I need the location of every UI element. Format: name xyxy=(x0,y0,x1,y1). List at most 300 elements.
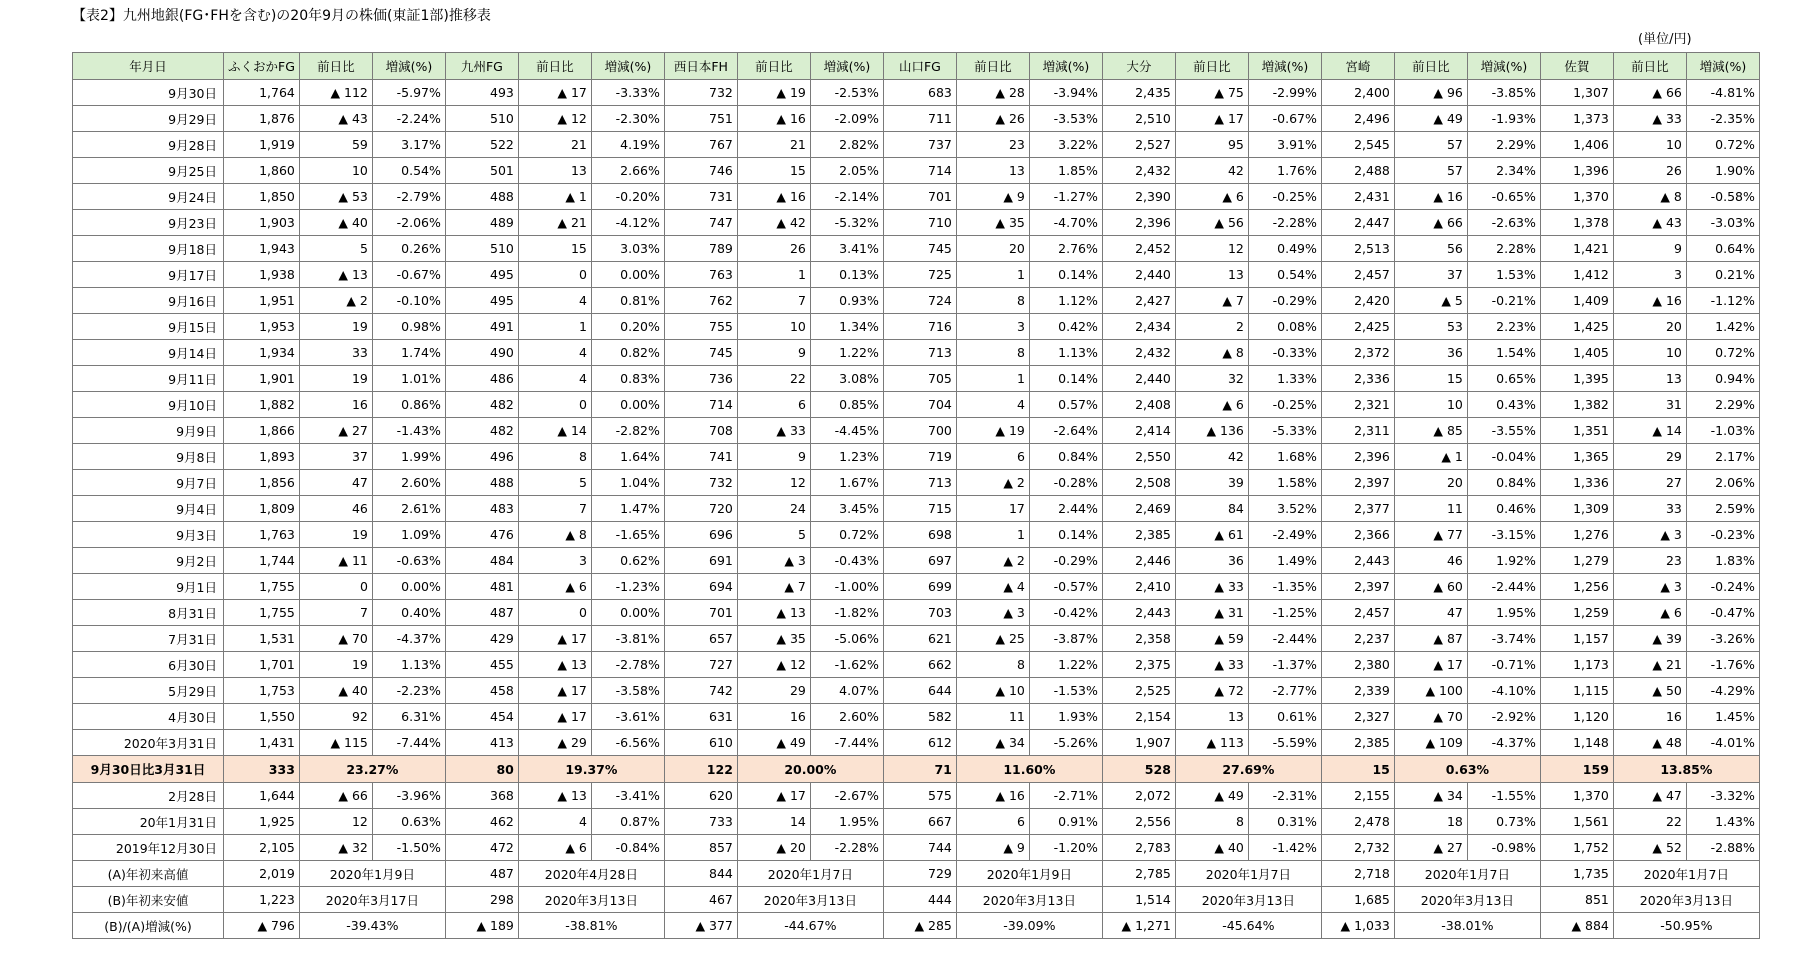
value-cell: 3.91% xyxy=(1248,132,1321,158)
value-cell: 1,934 xyxy=(224,340,300,366)
date-cell: 7月31日 xyxy=(73,626,224,652)
value-cell: -7.44% xyxy=(810,730,883,756)
value-cell: ▲ 10 xyxy=(956,678,1029,704)
value-cell: 2.29% xyxy=(1686,392,1759,418)
value-cell: 1,276 xyxy=(1540,522,1613,548)
value-cell: 1,856 xyxy=(224,470,300,496)
value-cell: -0.63% xyxy=(372,548,445,574)
value-cell: ▲ 17 xyxy=(518,678,591,704)
value-cell: -3.26% xyxy=(1686,626,1759,652)
value-cell: 1,351 xyxy=(1540,418,1613,444)
summary-value: 1,514 xyxy=(1102,887,1175,913)
value-cell: 2,358 xyxy=(1102,626,1175,652)
value-cell: 1.83% xyxy=(1686,548,1759,574)
value-cell: 2.17% xyxy=(1686,444,1759,470)
value-cell: 2,457 xyxy=(1321,262,1394,288)
value-cell: -5.59% xyxy=(1248,730,1321,756)
value-cell: 1.22% xyxy=(1029,652,1102,678)
value-cell: 2,457 xyxy=(1321,600,1394,626)
value-cell: 1.92% xyxy=(1467,548,1540,574)
column-header: 九州FG xyxy=(445,53,518,80)
value-cell: ▲ 3 xyxy=(1613,522,1686,548)
table-row xyxy=(73,470,1760,496)
value-cell: ▲ 33 xyxy=(737,418,810,444)
value-cell: -0.25% xyxy=(1248,392,1321,418)
value-cell: 22 xyxy=(737,366,810,392)
summary-row xyxy=(73,861,1760,887)
value-cell: 3.03% xyxy=(591,236,664,262)
value-cell: 2,432 xyxy=(1102,158,1175,184)
column-header: 増減(%) xyxy=(1467,53,1540,80)
value-cell: 0.00% xyxy=(591,262,664,288)
value-cell: -0.28% xyxy=(1029,470,1102,496)
value-cell: -2.99% xyxy=(1248,80,1321,106)
value-cell: 57 xyxy=(1394,158,1467,184)
table-row xyxy=(73,340,1760,366)
column-header: 大分 xyxy=(1102,53,1175,80)
value-cell: -2.53% xyxy=(810,80,883,106)
value-cell: 8 xyxy=(518,444,591,470)
value-cell: 1,644 xyxy=(224,783,300,809)
value-cell: 1,550 xyxy=(224,704,300,730)
table-row xyxy=(73,210,1760,236)
date-cell: 9月8日 xyxy=(73,444,224,470)
value-cell: 2.06% xyxy=(1686,470,1759,496)
value-cell: 462 xyxy=(445,809,518,835)
value-cell: 621 xyxy=(883,626,956,652)
value-cell: ▲ 11 xyxy=(299,548,372,574)
value-cell: 1.47% xyxy=(591,496,664,522)
value-cell: 2.59% xyxy=(1686,496,1759,522)
value-cell: 488 xyxy=(445,470,518,496)
value-cell: -2.35% xyxy=(1686,106,1759,132)
highlight-pct: 13.85% xyxy=(1613,756,1759,783)
table-row xyxy=(73,314,1760,340)
highlight-row xyxy=(73,756,1760,783)
value-cell: -0.57% xyxy=(1029,574,1102,600)
value-cell: 1 xyxy=(518,314,591,340)
column-header: 年月日 xyxy=(73,53,224,80)
value-cell: 1,336 xyxy=(1540,470,1613,496)
value-cell: 3 xyxy=(518,548,591,574)
highlight-pct: 20.00% xyxy=(737,756,883,783)
value-cell: ▲ 21 xyxy=(1613,652,1686,678)
value-cell: 736 xyxy=(664,366,737,392)
value-cell: -1.00% xyxy=(810,574,883,600)
value-cell: ▲ 8 xyxy=(518,522,591,548)
value-cell: 20 xyxy=(1394,470,1467,496)
value-cell: 0.54% xyxy=(1248,262,1321,288)
value-cell: -4.12% xyxy=(591,210,664,236)
value-cell: 36 xyxy=(1175,548,1248,574)
value-cell: 1.53% xyxy=(1467,262,1540,288)
value-cell: 9 xyxy=(1613,236,1686,262)
value-cell: 20 xyxy=(1613,314,1686,340)
value-cell: ▲ 33 xyxy=(1175,574,1248,600)
value-cell: 1,148 xyxy=(1540,730,1613,756)
value-cell: ▲ 6 xyxy=(1175,392,1248,418)
value-cell: 0.98% xyxy=(372,314,445,340)
table-row xyxy=(73,835,1760,861)
value-cell: 714 xyxy=(664,392,737,418)
value-cell: 17 xyxy=(956,496,1029,522)
value-cell: ▲ 85 xyxy=(1394,418,1467,444)
value-cell: ▲ 3 xyxy=(956,600,1029,626)
value-cell: 1,370 xyxy=(1540,783,1613,809)
value-cell: -1.42% xyxy=(1248,835,1321,861)
value-cell: 4 xyxy=(518,366,591,392)
value-cell: ▲ 17 xyxy=(518,704,591,730)
value-cell: ▲ 34 xyxy=(1394,783,1467,809)
value-cell: -2.09% xyxy=(810,106,883,132)
value-cell: 0.72% xyxy=(1686,340,1759,366)
highlight-value: 528 xyxy=(1102,756,1175,783)
value-cell: 1,409 xyxy=(1540,288,1613,314)
value-cell: 5 xyxy=(518,470,591,496)
value-cell: 745 xyxy=(664,340,737,366)
value-cell: ▲ 47 xyxy=(1613,783,1686,809)
value-cell: 1,907 xyxy=(1102,730,1175,756)
value-cell: 16 xyxy=(1613,704,1686,730)
value-cell: 0.20% xyxy=(591,314,664,340)
table-row xyxy=(73,184,1760,210)
value-cell: 1,866 xyxy=(224,418,300,444)
value-cell: 2.66% xyxy=(591,158,664,184)
table-row xyxy=(73,106,1760,132)
value-cell: 2,431 xyxy=(1321,184,1394,210)
summary-value: 444 xyxy=(883,887,956,913)
value-cell: 2.76% xyxy=(1029,236,1102,262)
table-row xyxy=(73,366,1760,392)
value-cell: -0.20% xyxy=(591,184,664,210)
value-cell: 481 xyxy=(445,574,518,600)
value-cell: ▲ 1 xyxy=(518,184,591,210)
value-cell: 2,396 xyxy=(1102,210,1175,236)
value-cell: 95 xyxy=(1175,132,1248,158)
table-row xyxy=(73,418,1760,444)
value-cell: 29 xyxy=(737,678,810,704)
value-cell: 14 xyxy=(737,809,810,835)
value-cell: ▲ 29 xyxy=(518,730,591,756)
value-cell: 575 xyxy=(883,783,956,809)
value-cell: ▲ 112 xyxy=(299,80,372,106)
value-cell: -0.58% xyxy=(1686,184,1759,210)
value-cell: ▲ 40 xyxy=(299,210,372,236)
value-cell: 1,701 xyxy=(224,652,300,678)
date-cell: 9月4日 xyxy=(73,496,224,522)
value-cell: 3 xyxy=(1613,262,1686,288)
value-cell: ▲ 17 xyxy=(1394,652,1467,678)
value-cell: 657 xyxy=(664,626,737,652)
value-cell: 0.84% xyxy=(1467,470,1540,496)
value-cell: 1.67% xyxy=(810,470,883,496)
value-cell: 1.64% xyxy=(591,444,664,470)
value-cell: 1,421 xyxy=(1540,236,1613,262)
column-header: 増減(%) xyxy=(1029,53,1102,80)
value-cell: 1,531 xyxy=(224,626,300,652)
value-cell: ▲ 35 xyxy=(956,210,1029,236)
value-cell: -3.32% xyxy=(1686,783,1759,809)
column-header: 前日比 xyxy=(518,53,591,80)
value-cell: 1.58% xyxy=(1248,470,1321,496)
summary-note: 2020年3月13日 xyxy=(956,887,1102,913)
value-cell: 59 xyxy=(299,132,372,158)
value-cell: 8 xyxy=(1175,809,1248,835)
value-cell: 1,850 xyxy=(224,184,300,210)
value-cell: -4.10% xyxy=(1467,678,1540,704)
value-cell: 1,425 xyxy=(1540,314,1613,340)
value-cell: 2,420 xyxy=(1321,288,1394,314)
value-cell: 1.04% xyxy=(591,470,664,496)
summary-note: 2020年3月17日 xyxy=(299,887,445,913)
table-row xyxy=(73,522,1760,548)
value-cell: 2,443 xyxy=(1102,600,1175,626)
value-cell: ▲ 16 xyxy=(1613,288,1686,314)
value-cell: 746 xyxy=(664,158,737,184)
value-cell: ▲ 13 xyxy=(518,783,591,809)
value-cell: ▲ 14 xyxy=(1613,418,1686,444)
value-cell: 0.26% xyxy=(372,236,445,262)
value-cell: 46 xyxy=(1394,548,1467,574)
value-cell: 42 xyxy=(1175,444,1248,470)
value-cell: 1.99% xyxy=(372,444,445,470)
value-cell: 1 xyxy=(956,262,1029,288)
value-cell: 713 xyxy=(883,470,956,496)
value-cell: 2,375 xyxy=(1102,652,1175,678)
value-cell: -2.64% xyxy=(1029,418,1102,444)
value-cell: 1,901 xyxy=(224,366,300,392)
value-cell: -0.25% xyxy=(1248,184,1321,210)
value-cell: 1,903 xyxy=(224,210,300,236)
column-header: 前日比 xyxy=(1394,53,1467,80)
value-cell: 620 xyxy=(664,783,737,809)
summary-row xyxy=(73,887,1760,913)
column-header: 前日比 xyxy=(737,53,810,80)
value-cell: 631 xyxy=(664,704,737,730)
value-cell: 2,469 xyxy=(1102,496,1175,522)
value-cell: -2.67% xyxy=(810,783,883,809)
value-cell: 1,919 xyxy=(224,132,300,158)
table-row xyxy=(73,132,1760,158)
summary-value: ▲ 796 xyxy=(224,913,300,939)
value-cell: 701 xyxy=(664,600,737,626)
table-row xyxy=(73,158,1760,184)
value-cell: -0.04% xyxy=(1467,444,1540,470)
value-cell: 21 xyxy=(737,132,810,158)
summary-note: -39.43% xyxy=(299,913,445,939)
value-cell: 84 xyxy=(1175,496,1248,522)
summary-note: -38.01% xyxy=(1394,913,1540,939)
value-cell: 56 xyxy=(1394,236,1467,262)
value-cell: 1 xyxy=(737,262,810,288)
value-cell: ▲ 5 xyxy=(1394,288,1467,314)
value-cell: 4 xyxy=(518,809,591,835)
value-cell: 2,510 xyxy=(1102,106,1175,132)
value-cell: 1.90% xyxy=(1686,158,1759,184)
table-row xyxy=(73,496,1760,522)
value-cell: 454 xyxy=(445,704,518,730)
value-cell: 37 xyxy=(1394,262,1467,288)
value-cell: 0.87% xyxy=(591,809,664,835)
value-cell: 725 xyxy=(883,262,956,288)
column-header: 前日比 xyxy=(299,53,372,80)
date-cell: 9月7日 xyxy=(73,470,224,496)
date-cell: 9月17日 xyxy=(73,262,224,288)
value-cell: -3.41% xyxy=(591,783,664,809)
summary-value: 2,785 xyxy=(1102,861,1175,887)
summary-value: 2,019 xyxy=(224,861,300,887)
value-cell: ▲ 33 xyxy=(1175,652,1248,678)
column-header: 前日比 xyxy=(1175,53,1248,80)
value-cell: 1,953 xyxy=(224,314,300,340)
summary-value: 729 xyxy=(883,861,956,887)
value-cell: ▲ 12 xyxy=(737,652,810,678)
date-cell: 4月30日 xyxy=(73,704,224,730)
value-cell: ▲ 27 xyxy=(1394,835,1467,861)
date-cell: 9月15日 xyxy=(73,314,224,340)
value-cell: 2,105 xyxy=(224,835,300,861)
value-cell: 490 xyxy=(445,340,518,366)
value-cell: -2.49% xyxy=(1248,522,1321,548)
table-row xyxy=(73,80,1760,106)
value-cell: 1,120 xyxy=(1540,704,1613,730)
value-cell: 708 xyxy=(664,418,737,444)
value-cell: -0.43% xyxy=(810,548,883,574)
summary-note: 2020年4月28日 xyxy=(518,861,664,887)
value-cell: 15 xyxy=(1394,366,1467,392)
value-cell: 610 xyxy=(664,730,737,756)
value-cell: -3.94% xyxy=(1029,80,1102,106)
value-cell: ▲ 17 xyxy=(737,783,810,809)
value-cell: 714 xyxy=(883,158,956,184)
date-cell: 9月11日 xyxy=(73,366,224,392)
value-cell: 1,396 xyxy=(1540,158,1613,184)
value-cell: ▲ 66 xyxy=(1613,80,1686,106)
value-cell: -1.82% xyxy=(810,600,883,626)
value-cell: -4.81% xyxy=(1686,80,1759,106)
column-header: 増減(%) xyxy=(591,53,664,80)
value-cell: 20 xyxy=(956,236,1029,262)
date-cell: 9月3日 xyxy=(73,522,224,548)
value-cell: 697 xyxy=(883,548,956,574)
value-cell: -1.12% xyxy=(1686,288,1759,314)
value-cell: ▲ 19 xyxy=(956,418,1029,444)
value-cell: 13 xyxy=(518,158,591,184)
value-cell: -0.67% xyxy=(1248,106,1321,132)
value-cell: 0.82% xyxy=(591,340,664,366)
value-cell: 700 xyxy=(883,418,956,444)
value-cell: 2,311 xyxy=(1321,418,1394,444)
value-cell: 2.05% xyxy=(810,158,883,184)
value-cell: 0 xyxy=(518,262,591,288)
value-cell: 22 xyxy=(1613,809,1686,835)
value-cell: 8 xyxy=(956,288,1029,314)
value-cell: 0.13% xyxy=(810,262,883,288)
value-cell: 2,321 xyxy=(1321,392,1394,418)
value-cell: 789 xyxy=(664,236,737,262)
value-cell: 2,440 xyxy=(1102,366,1175,392)
summary-note: -38.81% xyxy=(518,913,664,939)
value-cell: -5.33% xyxy=(1248,418,1321,444)
summary-note: 2020年1月7日 xyxy=(1613,861,1759,887)
date-cell: 2019年12月30日 xyxy=(73,835,224,861)
value-cell: 496 xyxy=(445,444,518,470)
value-cell: 2.23% xyxy=(1467,314,1540,340)
value-cell: 3.08% xyxy=(810,366,883,392)
value-cell: 42 xyxy=(1175,158,1248,184)
summary-value: ▲ 377 xyxy=(664,913,737,939)
column-header: 増減(%) xyxy=(1248,53,1321,80)
value-cell: ▲ 34 xyxy=(956,730,1029,756)
value-cell: 1.85% xyxy=(1029,158,1102,184)
value-cell: -1.25% xyxy=(1248,600,1321,626)
value-cell: 715 xyxy=(883,496,956,522)
date-cell: 9月14日 xyxy=(73,340,224,366)
value-cell: 10 xyxy=(1394,392,1467,418)
column-header: 前日比 xyxy=(956,53,1029,80)
value-cell: 1,744 xyxy=(224,548,300,574)
value-cell: 0.00% xyxy=(591,600,664,626)
value-cell: -1.62% xyxy=(810,652,883,678)
page-title: 【表2】九州地銀(FG･FHを含む)の20年9月の株価(東証1部)推移表 xyxy=(72,8,491,24)
date-cell: 2月28日 xyxy=(73,783,224,809)
value-cell: 751 xyxy=(664,106,737,132)
summary-value: 844 xyxy=(664,861,737,887)
value-cell: 2,408 xyxy=(1102,392,1175,418)
value-cell: 1,431 xyxy=(224,730,300,756)
date-cell: 5月29日 xyxy=(73,678,224,704)
value-cell: ▲ 40 xyxy=(299,678,372,704)
value-cell: -0.21% xyxy=(1467,288,1540,314)
highlight-pct: 23.27% xyxy=(299,756,445,783)
value-cell: ▲ 109 xyxy=(1394,730,1467,756)
value-cell: 12 xyxy=(1175,236,1248,262)
value-cell: 11 xyxy=(1394,496,1467,522)
value-cell: 2,396 xyxy=(1321,444,1394,470)
value-cell: 1,755 xyxy=(224,574,300,600)
value-cell: 458 xyxy=(445,678,518,704)
value-cell: -2.82% xyxy=(591,418,664,444)
value-cell: -4.37% xyxy=(1467,730,1540,756)
value-cell: 57 xyxy=(1394,132,1467,158)
table-row xyxy=(73,574,1760,600)
value-cell: 2.28% xyxy=(1467,236,1540,262)
value-cell: 1.95% xyxy=(1467,600,1540,626)
value-cell: 483 xyxy=(445,496,518,522)
value-cell: 701 xyxy=(883,184,956,210)
value-cell: -3.96% xyxy=(372,783,445,809)
value-cell: 0.61% xyxy=(1248,704,1321,730)
value-cell: 6.31% xyxy=(372,704,445,730)
value-cell: 19 xyxy=(299,366,372,392)
value-cell: 4 xyxy=(956,392,1029,418)
value-cell: -4.70% xyxy=(1029,210,1102,236)
value-cell: -4.37% xyxy=(372,626,445,652)
summary-value: 1,735 xyxy=(1540,861,1613,887)
date-cell: 9月16日 xyxy=(73,288,224,314)
value-cell: 0.83% xyxy=(591,366,664,392)
summary-value: 298 xyxy=(445,887,518,913)
value-cell: 1,256 xyxy=(1540,574,1613,600)
value-cell: -5.32% xyxy=(810,210,883,236)
value-cell: 1,370 xyxy=(1540,184,1613,210)
value-cell: 1.01% xyxy=(372,366,445,392)
value-cell: 0 xyxy=(299,574,372,600)
value-cell: 720 xyxy=(664,496,737,522)
table-row xyxy=(73,626,1760,652)
summary-value: 1,223 xyxy=(224,887,300,913)
summary-note: 2020年3月13日 xyxy=(518,887,664,913)
